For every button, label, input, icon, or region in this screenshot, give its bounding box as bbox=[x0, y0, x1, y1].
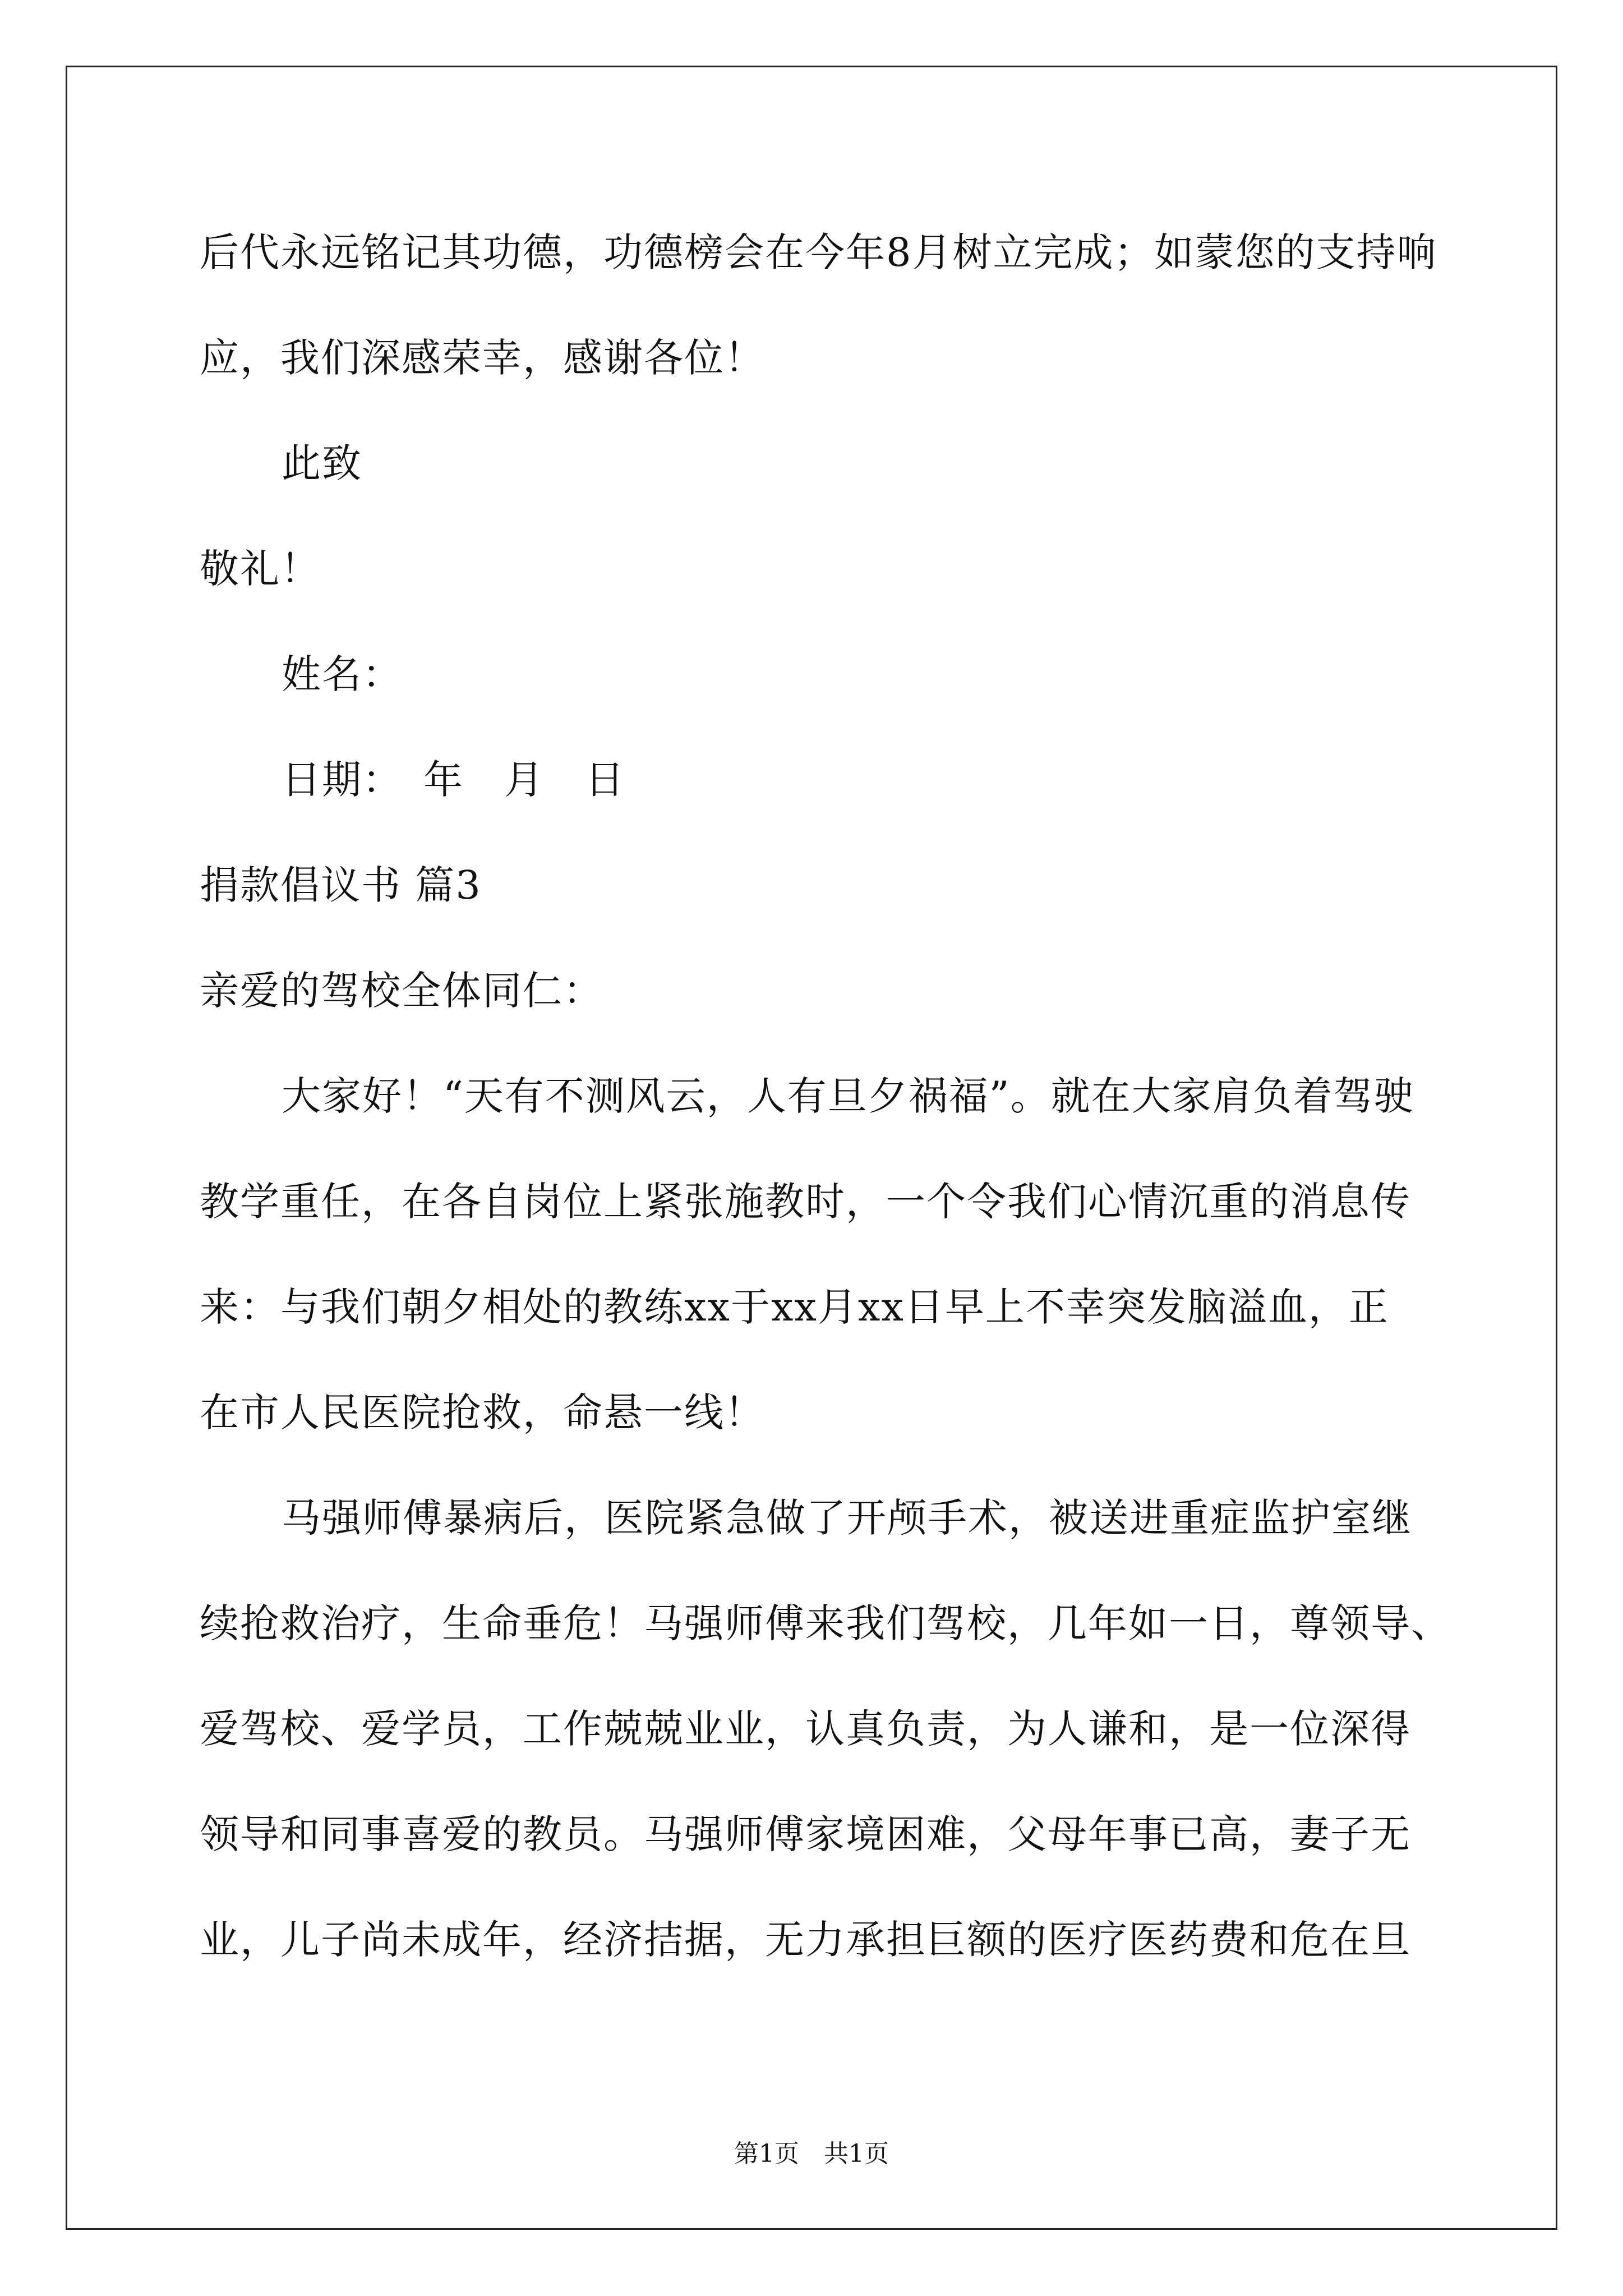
paragraph-1-line-4: 在市人民医院抢救，命悬一线！ bbox=[200, 1389, 765, 1435]
page-number-footer: 第1页 共1页 bbox=[734, 2139, 889, 2168]
paragraph-2-line-1: 马强师傅暴病后，医院紧急做了开颅手术，被送进重症监护室继 bbox=[282, 1495, 1412, 1541]
text-line-1: 后代永远铭记其功德，功德榜会在今年8月树立完成；如蒙您的支持响 bbox=[200, 229, 1437, 275]
paragraph-2-line-4: 领导和同事喜爱的教员。马强师傅家境困难，父母年事已高，妻子无 bbox=[200, 1811, 1411, 1857]
paragraph-1-line-3: 来：与我们朝夕相处的教练xx于xx月xx日早上不幸突发脑溢血，正 bbox=[200, 1284, 1389, 1330]
signature-date-field: 日期： 年 月 日 bbox=[282, 757, 625, 803]
paragraph-2-line-3: 爱驾校、爱学员，工作兢兢业业，认真负责，为人谦和，是一位深得 bbox=[200, 1706, 1411, 1752]
paragraph-1-line-2: 教学重任，在各自岗位上紧张施教时，一个令我们心情沉重的消息传 bbox=[200, 1179, 1411, 1225]
text-line-2: 应，我们深感荣幸，感谢各位！ bbox=[200, 335, 765, 381]
closing-respect: 敬礼！ bbox=[200, 546, 321, 592]
section-heading: 捐款倡议书 篇3 bbox=[200, 862, 482, 908]
greeting-line: 亲爱的驾校全体同仁： bbox=[200, 968, 603, 1014]
page-border bbox=[66, 66, 1557, 2230]
paragraph-2-line-2: 续抢救治疗，生命垂危！马强师傅来我们驾校，几年如一日，尊领导、 bbox=[200, 1600, 1451, 1646]
salutation-closing: 此致 bbox=[282, 440, 362, 486]
paragraph-2-line-5: 业，儿子尚未成年，经济拮据，无力承担巨额的医疗医药费和危在旦 bbox=[200, 1917, 1411, 1963]
signature-name-field: 姓名： bbox=[282, 651, 403, 697]
paragraph-1-line-1: 大家好！“天有不测风云，人有旦夕祸福”。就在大家肩负着驾驶 bbox=[282, 1073, 1414, 1119]
